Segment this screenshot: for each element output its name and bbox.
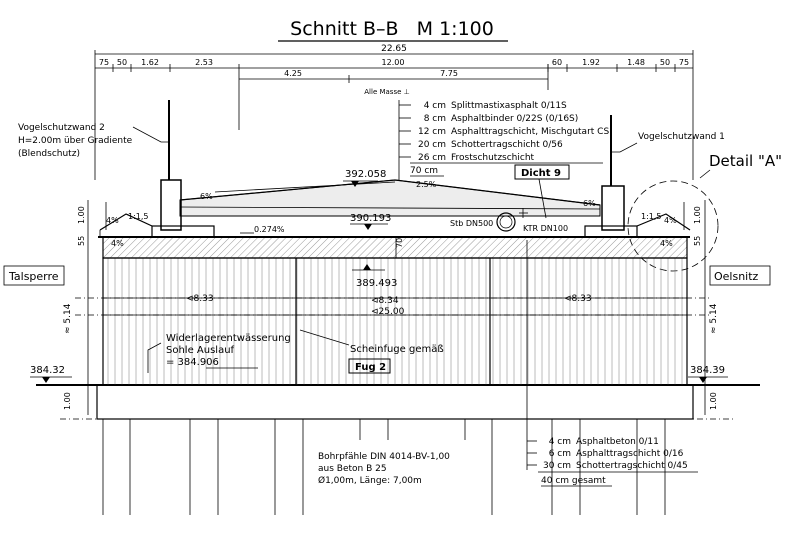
elevation-deck xyxy=(350,213,391,230)
dim-seg-2: 50 xyxy=(116,58,128,67)
bird-wall-2-line-2: H=2.00m über Gradiente xyxy=(18,136,133,146)
slope-2-5: 2.5% xyxy=(416,180,437,189)
span-total: ⊲25.00 xyxy=(371,307,405,317)
slope-right-4b: 4% xyxy=(660,239,673,248)
fug-label: Fug 2 xyxy=(355,362,387,373)
span-3: ⊲8.33 xyxy=(564,294,592,304)
layer-1-thickness: 4 cm xyxy=(423,101,446,111)
elevation-left xyxy=(30,365,72,383)
dim-seg-10: 75 xyxy=(678,58,690,67)
slope-left-4b: 4% xyxy=(111,239,124,248)
layer-5-name: Frostschutzschicht xyxy=(451,153,535,163)
layer-4-thickness: 20 cm xyxy=(417,140,446,150)
bird-wall-1-label xyxy=(612,132,725,152)
elevation-right xyxy=(688,365,728,383)
joint-label: Scheinfuge gemäß xyxy=(350,344,444,355)
drawing-title: Schnitt B–B M 1:100 xyxy=(290,18,494,40)
pipe-ktr-label: KTR DN100 xyxy=(523,224,569,233)
dim-seg-5: 12.00 xyxy=(381,58,405,67)
span-1: ⊲8.33 xyxy=(186,294,214,304)
left-vertical-dims xyxy=(63,200,88,415)
foundation xyxy=(60,385,735,419)
slope-right-4a: 4% xyxy=(664,216,677,225)
elevation-top-text: 392.058 xyxy=(345,169,387,180)
sec-layer-2-thickness: 6 cm xyxy=(548,449,571,459)
layer-5-thickness: 26 cm xyxy=(417,153,446,163)
dim-seg-4: 2.53 xyxy=(195,58,213,67)
pile-note-line-1: Bohrpfähle DIN 4014-BV-1,00 xyxy=(318,452,450,462)
bird-wall-1-text: Vogelschutzwand 1 xyxy=(638,132,725,142)
pavement-total: 70 cm xyxy=(410,166,439,176)
drainage-line-2: Sohle Auslauf xyxy=(166,345,235,356)
dim-left-height: ≈ 5.14 xyxy=(63,303,73,334)
sec-layer-1-name: Asphaltbeton 0/11 xyxy=(576,437,659,447)
dim-right-2: 55 xyxy=(693,235,702,246)
layer-1-name: Splittmastixasphalt 0/11S xyxy=(451,101,567,111)
pile-note-line-3: Ø1,00m, Länge: 7,00m xyxy=(318,476,422,486)
bird-wall-2-line-1: Vogelschutzwand 2 xyxy=(18,123,105,133)
road-body xyxy=(180,180,600,216)
secondary-total: 40 cm gesamt xyxy=(541,476,606,486)
layer-3-thickness: 12 cm xyxy=(417,127,446,137)
dim-overall: 22.65 xyxy=(381,44,407,54)
dim-right-bottom: 1.00 xyxy=(709,392,718,410)
pile-note-line-2: aus Beton B 25 xyxy=(318,464,387,474)
dim-sub-left: 4.25 xyxy=(284,69,302,78)
dim-right-height: ≈ 5.14 xyxy=(709,303,719,334)
slope-deck: 0.274% xyxy=(254,225,285,234)
dim-seg-7: 1.92 xyxy=(582,58,600,67)
elevation-right-text: 384.39 xyxy=(690,365,725,376)
dim-seg-6: 60 xyxy=(551,58,563,67)
dim-seg-1: 75 xyxy=(98,58,110,67)
bird-wall-2-label xyxy=(18,123,168,159)
dim-seg-8: 1.48 xyxy=(627,58,645,67)
layer-4-name: Schottertragschicht 0/56 xyxy=(451,140,563,150)
slope-left-4a: 4% xyxy=(106,216,119,225)
layer-3-name: Asphalttragschicht, Mischgutart CS xyxy=(451,127,610,137)
drainage-line-3: = 384.906 xyxy=(166,357,219,368)
layer-2-name: Asphaltbinder 0/22S (0/16S) xyxy=(451,114,579,124)
dim-left-2: 55 xyxy=(77,235,86,246)
dim-seg-3: 1.62 xyxy=(141,58,159,67)
span-2: ⊲8.34 xyxy=(371,296,399,306)
dim-sub-right: 7.75 xyxy=(440,69,458,78)
top-dimension-chain xyxy=(95,44,693,180)
right-vertical-dims xyxy=(693,200,719,415)
side-label-right: Oelsnitz xyxy=(714,270,759,283)
slope-6-left: 6% xyxy=(200,192,213,201)
dicht-label: Dicht 9 xyxy=(521,168,561,179)
slope-left-ratio: 1:1,5 xyxy=(128,212,149,221)
elevation-deck-text: 390.193 xyxy=(350,213,392,224)
layer-2-thickness: 8 cm xyxy=(423,114,446,124)
dim-left-bottom: 1.00 xyxy=(63,392,72,410)
side-label-left: Talsperre xyxy=(9,270,59,283)
sec-layer-3-name: Schottertragschicht 0/45 xyxy=(576,461,688,471)
sec-layer-1-thickness: 4 cm xyxy=(548,437,571,447)
pavement-legend xyxy=(399,100,609,188)
detail-a-text: Detail "A" xyxy=(709,152,783,170)
pipe-stb-label: Stb DN500 xyxy=(450,219,494,228)
dim-note: Alle Masse ⊥ xyxy=(364,88,410,96)
sec-layer-3-thickness: 30 cm xyxy=(542,461,571,471)
dim-left-1: 1.00 xyxy=(77,206,86,224)
dim-seg-9: 50 xyxy=(659,58,671,67)
sec-layer-2-name: Asphalttragschicht 0/16 xyxy=(576,449,684,459)
slope-6-right: 6% xyxy=(583,199,596,208)
slope-right-ratio: 1:1,5 xyxy=(641,212,662,221)
deck-thickness: 70 xyxy=(395,237,404,248)
dim-right-1: 1.00 xyxy=(693,206,702,224)
bird-wall-2-line-3: (Blendschutz) xyxy=(18,149,80,159)
elevation-inner-text: 389.493 xyxy=(356,278,398,289)
drainage-line-1: Widerlagerentwässerung xyxy=(166,333,291,344)
elevation-left-text: 384.32 xyxy=(30,365,65,376)
